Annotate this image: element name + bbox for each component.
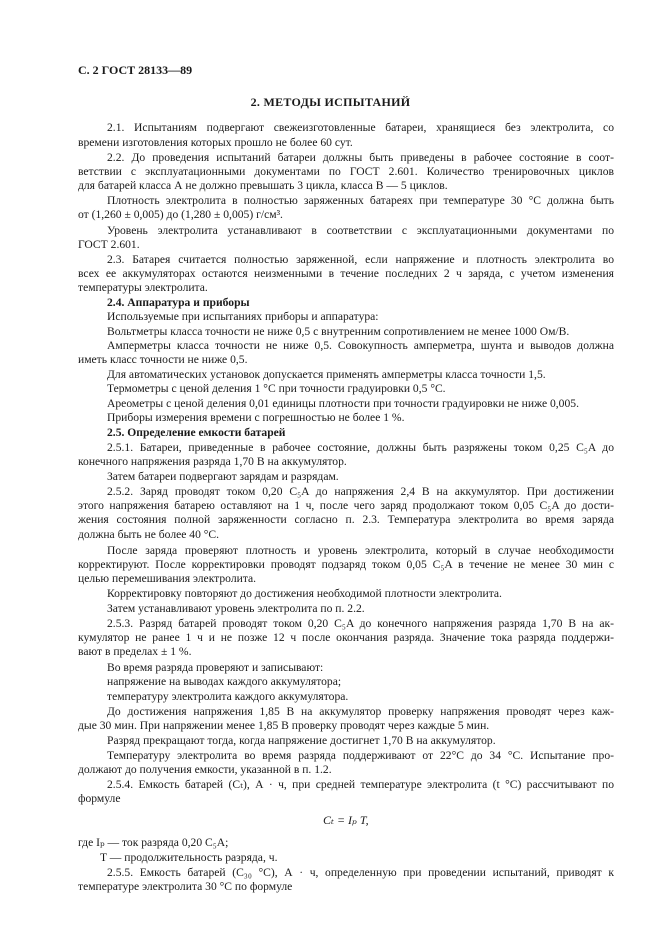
text-line: должна быть не более 40 °С. xyxy=(78,528,220,541)
text-line: вают в пределах ± 1 %. xyxy=(78,645,192,658)
text-line: Затем устанавливают уровень электролита по п. 2.2. xyxy=(107,602,365,615)
text-line: 2.3. Батарея считается полностью заряженной, если напряжение и плотность электролита во xyxy=(107,253,614,266)
text-line: температуру электролита каждого аккумулятора. xyxy=(107,690,349,703)
text-line: где Iₚ — ток разряда 0,20 C₅A; xyxy=(78,836,229,849)
text-line: 2.5.3. Разряд батарей проводят током 0,20 C₅A до конечного напряжения разряда 1,70 В на ак- xyxy=(107,617,614,630)
text-line: формуле xyxy=(78,792,121,805)
text-line: конечного напряжения разряда 1,70 В на аккумулятор. xyxy=(78,455,347,468)
text-line: Температуру электролита во время разряда поддерживают от 22°С до 34 °С. Испытание про- xyxy=(107,749,614,762)
text-line: времени изготовления которых прошло не более 60 сут. xyxy=(78,136,353,149)
text-line: всех ее аккумуляторах остаются неизменными в течение последних 2 ч заряда, с учетом изменения xyxy=(78,267,614,280)
text-line: 2.5.4. Емкость батарей (Cₜ), А · ч, при средней температуре электролита (t °С) рассчитывают по xyxy=(107,778,614,791)
text-line: 2.1. Испытаниям подвергают свежеизготовленные батареи, хранящиеся без электролита, со xyxy=(107,121,614,134)
text-line: дые 30 мин. При напряжении менее 1,85 В проверку проводят через каждые 5 мин. xyxy=(78,719,490,732)
text-line: для батарей класса А не должно превышать 3 цикла, класса В — 5 циклов. xyxy=(78,179,448,192)
text-line: Амперметры класса точности не ниже 0,5. Совокупность амперметра, шунта и выводов должна xyxy=(107,339,614,352)
text-line: 2.2. До проведения испытаний батареи должны быть приведены в рабочее состояние в соот- xyxy=(107,151,614,164)
text-line: До достижения напряжения 1,85 В на аккумулятор проверку напряжения проводят через каж- xyxy=(107,705,614,718)
subsection-heading: 2.5. Определение емкости батарей xyxy=(107,426,286,439)
text-line: Корректировку повторяют до достижения необходимой плотности электролита. xyxy=(107,587,502,600)
text-line: 2.5.2. Заряд проводят током 0,20 C₅A до напряжения 2,4 В на аккумулятор. При достижении xyxy=(107,485,614,498)
subsection-heading: 2.4. Аппаратура и приборы xyxy=(107,296,250,309)
text-line: Для автоматических установок допускается применять амперметры класса точности 1,5. xyxy=(107,368,546,381)
text-line: Ареометры с ценой деления 0,01 единицы плотности при точности градуировки не ниже 0,005. xyxy=(107,397,579,410)
text-line: кумулятор не ранее 1 ч и не позже 12 ч после окончания разряда. Значение тока разряда поддержи- xyxy=(78,631,614,644)
text-line: температуре электролита 30 °С по формуле xyxy=(78,880,293,893)
text-line: напряжение на выводах каждого аккумулятора; xyxy=(107,675,342,688)
text-line: 2.5.5. Емкость батарей (C₃₀ °С), А · ч, определенную при проведении испытаний, приводят к xyxy=(107,866,614,879)
text-line: Вольтметры класса точности не ниже 0,5 с внутренним сопротивлением не менее 1000 Ом/В. xyxy=(107,325,570,338)
text-line: жения состояния полной заряженности согласно п. 2.3. Температура электролита во время заряда xyxy=(78,513,614,526)
text-line: Термометры с ценой деления 1 °С при точности градуировки 0,5 °С. xyxy=(107,382,446,395)
text-line: 2.5.1. Батареи, приведенные в рабочее состояние, должны быть разряжены током 0,25 C₅A до xyxy=(107,441,614,454)
text-line: целью перемешивания электролита. xyxy=(78,572,257,585)
text-line: T — продолжительность разряда, ч. xyxy=(100,851,278,864)
text-line: этого напряжения батарею оставляют на 1 ч, после чего заряд продолжают током 0,05 C₅A до дости- xyxy=(78,499,614,512)
text-line: корректируют. После корректировки проводят подзаряд током 0,05 C₅A в течение не менее 30 мин с xyxy=(78,558,614,571)
section-title: 2. МЕТОДЫ ИСПЫТАНИЙ xyxy=(250,95,411,109)
text-line: Уровень электролита устанавливают в соответствии с эксплуатационными документами по xyxy=(107,224,614,237)
text-line: ГОСТ 2.601. xyxy=(78,238,140,251)
text-line: должают до получения емкости, указанной в п. 1.2. xyxy=(78,763,332,776)
formula-capacity: Cₜ = Iₚ T, xyxy=(323,813,369,827)
text-line: ветствии с эксплуатационными документами по ГОСТ 2.601. Количество тренировочных циклов xyxy=(78,165,614,178)
text-line: Плотность электролита в полностью заряженных батареях при температуре 30 °С должна быть xyxy=(107,194,614,207)
text-line: Приборы измерения времени с погрешностью не более 1 %. xyxy=(107,411,405,424)
text-line: Во время разряда проверяют и записывают: xyxy=(107,661,324,674)
text-line: Затем батареи подвергают зарядам и разрядам. xyxy=(107,470,339,483)
text-line: После заряда проверяют плотность и уровень электролита, который в случае необходимости xyxy=(107,544,614,557)
text-line: Используемые при испытаниях приборы и аппаратура: xyxy=(107,310,379,323)
text-line: Разряд прекращают тогда, когда напряжение достигнет 1,70 В на аккумулятор. xyxy=(107,734,496,747)
text-line: иметь класс точности не ниже 0,5. xyxy=(78,353,248,366)
page-header: С. 2 ГОСТ 28133—89 xyxy=(78,63,193,77)
text-line: температуры электролита. xyxy=(78,281,208,294)
text-line: от (1,260 ± 0,005) до (1,280 ± 0,005) г/см³. xyxy=(78,208,283,221)
